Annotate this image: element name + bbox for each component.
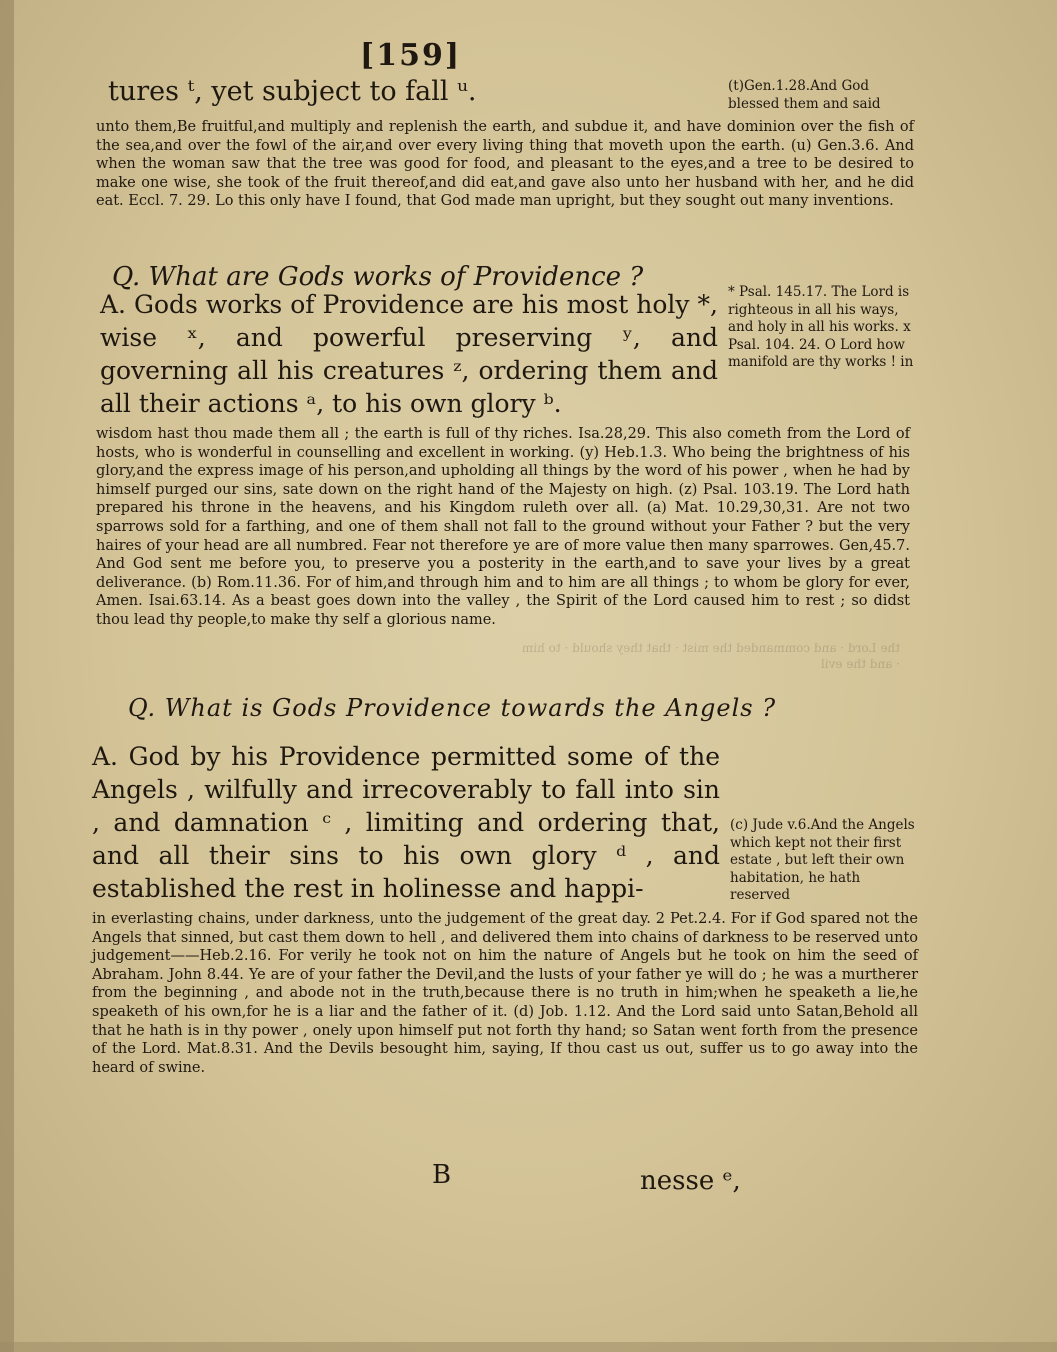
page-bottom-edge — [0, 1342, 1057, 1352]
page-number: [159] — [360, 38, 462, 73]
margin-note-psal-145: * Psal. 145.17. The Lord is righteous in all his ways, and holy in all his works. x Psal. 104. 24. O Lord how manifold are thy works ! in — [728, 284, 914, 370]
answer-angels: A. God by his Providence permitted some of the Angels , wilfully and irrecoverably to fall into sin , and damnation ᶜ , limiting and ordering that, and all their sins to his own glory ᵈ , and established the rest in holinesse and happi- — [92, 742, 720, 903]
answer-providence: A. Gods works of Providence are his most holy *, wise ˣ, and powerful preserving ʸ, and governing all his creatures ᶻ, ordering them and all their actions ᵃ, to his own glory ᵇ. — [100, 290, 718, 418]
question-providence: Q. What are Gods works of Providence ? — [112, 262, 644, 292]
header-line: tures ᵗ, yet subject to fall ᵘ. — [108, 76, 477, 107]
signature-mark: B — [432, 1160, 452, 1190]
scripture-paragraph-3: in everlasting chains, under darkness, unto the judgement of the great day. 2 Pet.2.4. For if God spared not the Angels that sinned, but cast them down to hell , and delivered them into chains of darkness to be reserved unto judgement——Heb.2.16. For verily he took not on him the nature of Angels but he took on him the seed of Abraham. John 8.44. Ye are of your father the Devil,and the lusts of your father ye will do ; he was a murtherer from the beginning , and abode not in the truth,because there is no truth in him;when he speaketh a lie,he speaketh of his own,for he is a liar and the father of it. (d) Job. 1.12. And the Lord said unto Satan,Behold all that he hath is in thy power , onely upon himself put not forth thy hand; so Satan went forth from the presence of the Lord. Mat.8.31. And the Devils besought him, saying, If thou cast us out, suffer us to go away into the heard of swine. — [92, 911, 918, 1076]
page-gutter-shadow — [0, 0, 14, 1352]
scripture-paragraph-2: wisdom hast thou made them all ; the earth is full of thy riches. Isa.28,29. This also cometh from the Lord of hosts, who is wonderful in counselling and excellent in working. (y) Heb.1.3. Who being the brightness of his glory,and the express image of his person,and upholding all things by the word of his power , when he had by himself purged our sins, sate down on the right hand of the Majesty on high. (z) Psal. 103.19. The Lord hath prepared his throne in the heavens, and his Kingdom ruleth over all. (a) Mat. 10.29,30,31. Are not two sparrows sold for a farthing, and one of them shall not fall to the ground without your Father ? but the very haires of your head are all numbred. Fear not therefore ye are of more value then many sparrowes. Gen,45.7. And God sent me before you, to preserve you a posterity in the earth,and to save your lives by a great deliverance. (b) Rom.11.36. For of him,and through him and to him are all things ; to whom be glory for ever, Amen. Isai.63.14. As a beast goes down into the valley , the Spirit of the Lord caused him to rest ; so didst thou lead thy people,to make thy self a glorious name. — [96, 426, 910, 628]
margin-note-jude-6: (c) Jude v.6.And the Angels which kept not their first estate , but left their own habitation, he hath reserved — [730, 817, 915, 903]
show-through-text: the Lord · and commanded the mist · that they should · to him · and the evil — [521, 641, 900, 671]
scripture-paragraph-1: unto them,Be fruitful,and multiply and replenish the earth, and subdue it, and have dominion over the fish of the sea,and over the fowl of the air,and over every living thing that moveth upon the earth. (u) Gen.3.6. And when the woman saw that the tree was good for food, and pleasant to the eyes,and a tree to be desired to make one wise, she took of the fruit thereof,and did eat,and gave also unto her husband with her, and he did eat. Eccl. 7. 29. Lo this only have I found, that God made man upright, but they sought out many inventions. — [96, 119, 914, 210]
question-angels: Q. What is Gods Providence towards the Angels ? — [128, 694, 777, 722]
catchword: nesse ᵉ, — [640, 1166, 741, 1196]
margin-note-gen-1-28: (t)Gen.1.28.And God blessed them and said — [728, 78, 881, 112]
